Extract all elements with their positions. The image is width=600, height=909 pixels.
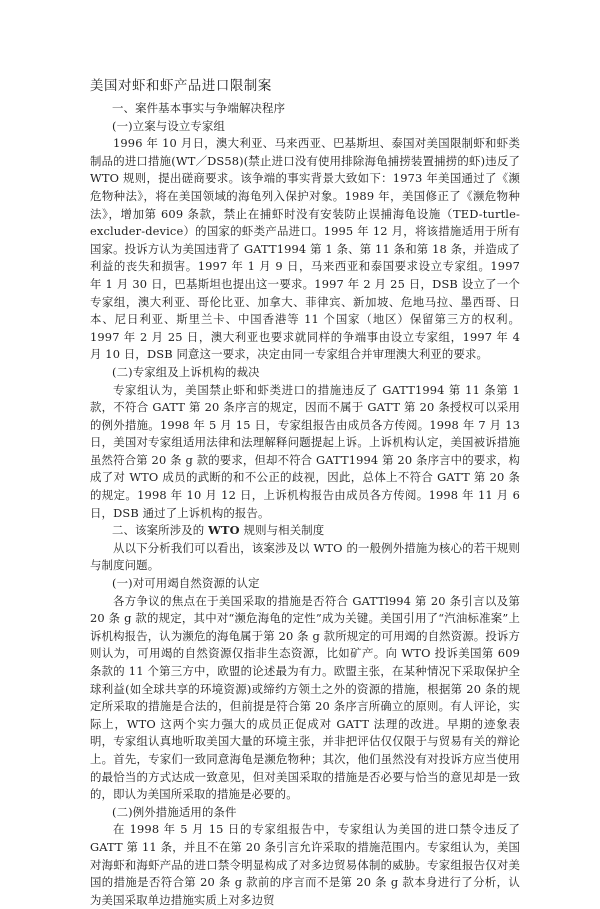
section-2-heading-wto: WTO xyxy=(208,523,240,538)
section-1-2-heading: (二)专家组及上诉机构的裁决 xyxy=(112,364,260,379)
document-page xyxy=(90,78,520,909)
section-2-heading xyxy=(90,522,520,540)
section-2-2-body: 在 1998 年 5 月 15 日的专家组报告中，专家组认为美国的进口禁令违反了 GATT 第 11 条，并且不在第 20 条引言允许采取的措施范围内。专家组认为，美国对海虾和海虾产品的进口禁令明显构成了对多边贸易体制的威胁。专家组报告仅对美国的措施是否符合第 20 条 g 款前的序言而不是第 20 条 g 款本身进行了分析，认为美国采取单边措施实质上对多边贸 xyxy=(90,822,520,907)
document-title: 美国对虾和虾产品进口限制案 xyxy=(90,79,272,94)
section-1-1-body: 1996 年 10 月日，澳大利亚、马来西亚、巴基斯坦、泰国对美国限制虾和虾类制品的进口措施(WT／DS58)(禁止进口没有使用排除海龟捕捞装置捕捞的虾)违反了 WTO 规则，提出磋商要求。该争端的事实背景大致如下：1973 年美国通过了《濒危物种法》，将在美国领域的海龟列入保护对象。1989 年，美国修正了《濒危物种法》，增加第 609 条款，禁止在捕虾时没有安装防止误捕海龟设施（TED-turtle-excluder-device）的国家的虾类产品进口。1995 年 12 月，将该措施适用于所有国家。投诉方认为美国违背了 GATT1994 第 1 条、第 11 条和第 18 条，并造成了利益的丧失和损害。1997 年 1 月 9 日，马来西亚和泰国要求设立专家组。1997 年 1 月 30 日，巴基斯坦也提出这一要求。1997 年 2 月 25 日，DSB 设立了一个专家组，澳大利亚、哥伦比亚、加拿大、菲律宾、新加坡、危地马拉、墨西哥、日本、尼日利亚、斯里兰卡、中国香港等 11 个国家（地区）保留第三方的权利。1997 年 2 月 25 日，澳大利亚也要求就同样的争端事由设立专家组，1997 年 4 月 10 日，DSB 同意这一要求，决定由同一专家组合并审理澳大利亚的要求。 xyxy=(90,136,520,362)
section-2-2-heading: (二)例外措施适用的条件 xyxy=(112,804,237,819)
section-2-heading-prefix: 二、该案所涉及的 xyxy=(112,523,209,538)
section-2-intro: 从以下分析我们可以看出，该案涉及以 WTO 的一般例外措施为核心的若干规则与制度问题。 xyxy=(90,540,520,573)
section-1-1-heading: (一)立案与设立专家组 xyxy=(112,118,226,133)
section-1-2-body: 专家组认为，美国禁止虾和虾类进口的措施违反了 GATT1994 第 11 条第 1 款，不符合 GATT 第 20 条序言的规定，因而不属于 GATT 第 20 条授权可以采用的例外措施。1998 年 5 月 15 日，专家组报告由成员各方传阅。1998 年 7 月 13 日，美国对专家组适用法律和法理解释问题提起上诉。上诉机构认定，美国被诉措施虽然符合第 20 条 g 款的要求，但却不符合 GATT1994 第 20 条序言中的要求，构成了对 WTO 成员的武断的和不公正的歧视，因此，总体上不符合 GATT 第 20 条的规定。1998 年 10 月 12 日，上诉机构报告由成员各方传阅。1998 年 11 月 6 日，DSB 通过了上诉机构的报告。 xyxy=(90,382,520,520)
section-1-heading: 一、案件基本事实与争端解决程序 xyxy=(112,101,286,115)
section-2-1-heading: (一)对可用竭自然资源的认定 xyxy=(112,576,260,591)
section-2-1-body: 各方争议的焦点在于美国采取的措施是否符合 GATTl994 第 20 条引言以及第 20 条 g 款的规定，其中对“濒危海龟的定性”成为关键。美国引用了“汽油标准案”上诉机构报告，认为濒危的海龟属于第 20 条 g 款所规定的可用竭的自然资源。投诉方则认为，可用竭的自然资源仅指非生态资源，比如矿产。向 WTO 投诉美国第 609 条款的 11 个第三方中，欧盟的论述最为有力。欧盟主张，在某种情况下采取保护全球利益(如全球共享的环境资源)或缔约方领土之外的资源的措施，根据第 20 条的规定所采取的措施是合法的，但前提是符合第 20 条序言所确立的原则。有人评论，实际上，WTO 这两个实力强大的成员正促成对 GATT 法理的改进。早期的迹象表明，专家组认真地听取美国大量的环境主张，并非把评估仅仅限于与贸易有关的辩论上。首先，专家们一致同意海龟是濒危物种；其次，他们虽然没有对投诉方应当使用的最恰当的方式达成一致意见，但对美国采取的措施是否必要与恰当的意见却是一致的，即认为美国所采取的措施是必要的。 xyxy=(90,593,520,802)
section-2-heading-suffix: 规则与相关制度 xyxy=(239,523,325,538)
